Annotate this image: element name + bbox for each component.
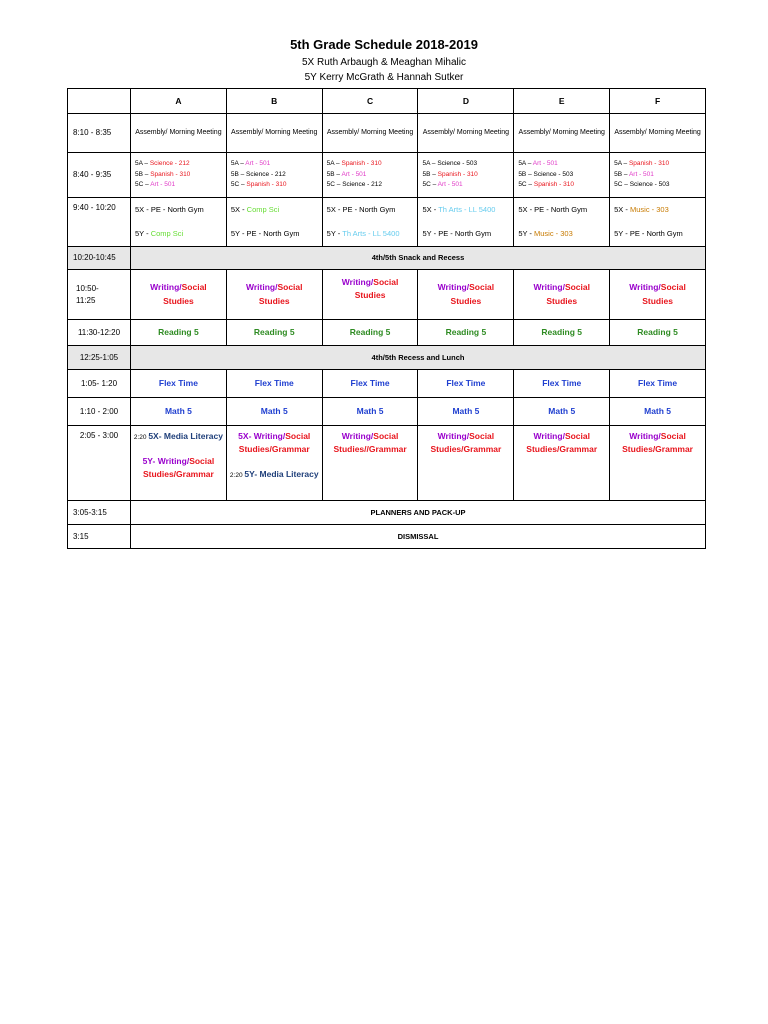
row-planners <box>68 501 706 525</box>
math-cell: Math 5 <box>131 398 227 426</box>
class-code: 5Y - <box>518 229 535 238</box>
writing-cell <box>514 270 610 320</box>
writing-cell <box>322 270 418 320</box>
flex-cell: Flex Time <box>418 370 514 398</box>
class-code: 5A – <box>326 159 342 167</box>
start-time: 2:20 <box>229 472 245 480</box>
pe-line-5y <box>231 222 322 246</box>
pe-line-5y <box>614 222 705 246</box>
writing-label: Writing/ <box>437 431 470 441</box>
pe-line-5x <box>135 198 226 222</box>
specials-line <box>518 159 609 170</box>
specials-line <box>231 159 322 170</box>
pe-line-5x <box>614 198 705 222</box>
row-writing <box>68 270 706 320</box>
writing-label: Writing/ <box>150 282 182 293</box>
schedule-table <box>67 88 706 549</box>
specials-line <box>518 180 609 191</box>
row-last-block <box>68 426 706 501</box>
math-cell: Math 5 <box>610 398 706 426</box>
studies-label: Studies/Grammar <box>430 444 502 455</box>
special-room: Science - 212 <box>246 170 286 178</box>
social-label: Social <box>660 431 686 441</box>
special-room: Art - 501 <box>245 159 271 167</box>
specials-line <box>231 180 322 191</box>
pe-line-5x <box>231 198 322 222</box>
reading-cell: Reading 5 <box>610 320 706 346</box>
class-code: 5Y - <box>135 229 151 238</box>
special-room: Art - 501 <box>150 181 176 189</box>
studies-label: Studies <box>546 295 578 306</box>
header-row <box>68 89 706 114</box>
col-header-b: B <box>226 89 322 114</box>
writing-label: Writing/ <box>341 277 374 287</box>
math-cell: Math 5 <box>418 398 514 426</box>
class-code: 5A – <box>135 159 150 167</box>
activity: Music - 303 <box>629 205 669 214</box>
social-label: Social <box>373 277 399 287</box>
flex-cell: Flex Time <box>610 370 706 398</box>
special-room: Art - 501 <box>532 159 558 167</box>
assembly-cell-c: Assembly/ Morning Meeting <box>322 114 418 153</box>
social-label: Social <box>277 282 303 293</box>
teachers-5x: 5X Ruth Arbaugh & Meaghan Mihalic <box>302 57 466 68</box>
activity: PE - North Gym <box>342 205 396 214</box>
pe-line-5x <box>518 198 609 222</box>
specials-cell <box>514 153 610 198</box>
specials-line <box>135 170 226 181</box>
pe-line-5y <box>135 222 226 246</box>
special-room: Science - 503 <box>629 181 670 189</box>
specials-line <box>135 159 226 170</box>
row-pe <box>68 198 706 247</box>
specials-cell <box>418 153 514 198</box>
social-label: Social <box>469 431 495 441</box>
class-code: 5A – <box>422 159 438 167</box>
pe-line-5x <box>422 198 513 222</box>
reading-cell: Reading 5 <box>226 320 322 346</box>
specials-line <box>614 170 705 181</box>
class-code: 5B – <box>326 170 342 178</box>
col-header-e: E <box>514 89 610 114</box>
social-5y: Social <box>189 456 215 467</box>
class-code: 5C – <box>135 181 151 189</box>
time-cell: 3:15 <box>68 525 131 549</box>
special-room: Spanish - 310 <box>628 159 670 167</box>
special-room: Spanish - 310 <box>533 181 574 189</box>
dismissal-cell: DISMISSAL <box>131 525 706 549</box>
special-room: Spanish - 310 <box>246 181 287 189</box>
last-block-cell-c <box>322 426 418 501</box>
special-room: Art - 501 <box>437 181 463 189</box>
pe-cell <box>322 198 418 247</box>
last-block-cell-e <box>514 426 610 501</box>
writing-label: Writing/ <box>341 431 374 441</box>
writing-label: Writing/ <box>629 282 661 293</box>
time-cell: 9:40 - 10:20 <box>68 198 131 247</box>
studies-label: Studies <box>642 295 673 306</box>
page-title: 5th Grade Schedule 2018-2019 <box>290 37 478 52</box>
writing-label: Writing/ <box>245 282 278 293</box>
special-room: Science - 212 <box>342 181 382 189</box>
time-cell: 1:10 - 2:00 <box>68 398 131 426</box>
special-room: Science - 212 <box>149 159 190 167</box>
time-cell: 12:25-1:05 <box>68 346 131 370</box>
class-code: 5C – <box>422 181 438 189</box>
writing-5y: 5Y- Writing/ <box>142 456 190 467</box>
writing-label: Writing/ <box>437 282 470 293</box>
row-specials <box>68 153 706 198</box>
activity: PE - North Gym <box>438 229 492 238</box>
flex-cell: Flex Time <box>322 370 418 398</box>
activity: Th Arts - LL 5400 <box>438 205 496 214</box>
last-block-cell-b <box>226 426 322 501</box>
social-label: Social <box>564 431 590 441</box>
class-code: 5X - <box>230 205 247 214</box>
class-code: 5B – <box>422 170 438 178</box>
studies-5y: Studies/Grammar <box>142 469 214 480</box>
row-math <box>68 398 706 426</box>
class-code: 5C – <box>518 181 534 189</box>
planners-cell: PLANNERS AND PACK-UP <box>131 501 706 525</box>
studies-label: Studies <box>354 290 386 301</box>
social-label: Social <box>564 282 590 293</box>
studies-label: Studies <box>163 295 194 306</box>
col-header-f: F <box>610 89 706 114</box>
class-code: 5X - <box>422 205 439 214</box>
media-literacy-5x: 5X- Media Literacy <box>148 431 223 441</box>
last-block-cell-a <box>131 426 227 501</box>
time-cell: 11:30-12:20 <box>68 320 131 346</box>
writing-label: Writing/ <box>629 431 661 441</box>
studies-label: Studies <box>450 295 482 306</box>
specials-line <box>327 159 418 170</box>
reading-cell: Reading 5 <box>322 320 418 346</box>
class-code: 5B – <box>614 170 629 178</box>
studies-label: Studies/Grammar <box>622 444 693 455</box>
writing-cell <box>418 270 514 320</box>
pe-line-5x <box>327 198 418 222</box>
class-code: 5B – <box>135 170 151 178</box>
col-header-d: D <box>418 89 514 114</box>
time-cell: 1:05- 1:20 <box>68 370 131 398</box>
pe-cell <box>514 198 610 247</box>
specials-line <box>422 170 513 181</box>
specials-line <box>422 180 513 191</box>
activity: PE - North Gym <box>150 205 204 214</box>
start-time: 2:20 <box>133 434 149 441</box>
social-label: Social <box>181 282 207 293</box>
specials-line <box>135 180 226 191</box>
special-room: Art - 501 <box>341 170 367 178</box>
class-code: 5Y - <box>230 229 247 238</box>
special-room: Art - 501 <box>628 170 654 178</box>
teachers-5y: 5Y Kerry McGrath & Hannah Sutker <box>304 72 464 83</box>
studies-5x: Studies/Grammar <box>238 444 310 455</box>
specials-line <box>518 170 609 181</box>
reading-cell: Reading 5 <box>514 320 610 346</box>
pe-cell <box>131 198 227 247</box>
activity: Comp Sci <box>150 229 184 238</box>
math-cell: Math 5 <box>226 398 322 426</box>
writing-cell <box>226 270 322 320</box>
time-cell: 2:05 - 3:00 <box>68 426 131 501</box>
specials-line <box>231 170 322 181</box>
studies-label: Studies <box>258 295 290 306</box>
specials-line <box>422 159 513 170</box>
writing-label: Writing/ <box>533 431 565 441</box>
time-cell: 10:50- 11:25 <box>68 270 131 320</box>
assembly-cell-b: Assembly/ Morning Meeting <box>226 114 322 153</box>
pe-line-5y <box>518 222 609 246</box>
specials-cell <box>322 153 418 198</box>
class-code: 5Y - <box>422 229 439 238</box>
activity: PE - North Gym <box>629 229 683 238</box>
assembly-cell-a: Assembly/ Morning Meeting <box>131 114 227 153</box>
special-room: Spanish - 310 <box>437 170 478 178</box>
special-room: Science - 503 <box>437 159 478 167</box>
class-code: 5B – <box>230 170 247 178</box>
specials-line <box>614 180 705 191</box>
reading-cell: Reading 5 <box>131 320 227 346</box>
row-flex <box>68 370 706 398</box>
class-code: 5A – <box>518 159 533 167</box>
activity: Th Arts - LL 5400 <box>342 229 400 238</box>
class-code: 5X - <box>135 205 151 214</box>
row-dismissal <box>68 525 706 549</box>
class-code: 5Y - <box>614 229 630 238</box>
specials-line <box>614 159 705 170</box>
social-label: Social <box>373 431 399 441</box>
row-snack <box>68 247 706 270</box>
row-assembly <box>68 114 706 153</box>
specials-cell <box>226 153 322 198</box>
writing-cell <box>131 270 227 320</box>
social-label: Social <box>469 282 495 293</box>
activity: PE - North Gym <box>246 229 300 238</box>
studies-label: Studies/Grammar <box>526 444 598 455</box>
class-code: 5C – <box>230 181 247 189</box>
pe-line-5y <box>422 222 513 246</box>
recess-lunch-cell: 4th/5th Recess and Lunch <box>131 346 706 370</box>
writing-5x: 5X- Writing/ <box>238 431 286 441</box>
class-code: 5X - <box>326 205 343 214</box>
class-code: 5X - <box>614 205 630 214</box>
time-cell: 3:05-3:15 <box>68 501 131 525</box>
snack-recess-cell: 4th/5th Snack and Recess <box>131 247 706 270</box>
pe-cell <box>226 198 322 247</box>
specials-line <box>327 170 418 181</box>
flex-cell: Flex Time <box>226 370 322 398</box>
media-literacy-5y: 5Y- Media Literacy <box>244 469 319 480</box>
time-cell: 8:10 - 8:35 <box>68 114 131 153</box>
class-code: 5B – <box>518 170 534 178</box>
time-cell: 8:40 - 9:35 <box>68 153 131 198</box>
class-code: 5X - <box>518 205 535 214</box>
pe-cell <box>610 198 706 247</box>
activity: PE - North Gym <box>534 205 588 214</box>
class-code: 5A – <box>230 159 246 167</box>
math-cell: Math 5 <box>322 398 418 426</box>
class-code: 5C – <box>614 181 630 189</box>
special-room: Spanish - 310 <box>341 159 382 167</box>
special-room: Spanish - 310 <box>150 170 191 178</box>
last-block-cell-d <box>418 426 514 501</box>
social-label: Social <box>660 282 686 293</box>
class-code: 5C – <box>326 181 343 189</box>
specials-cell <box>610 153 706 198</box>
social-5x: Social <box>285 431 311 441</box>
last-block-cell-f <box>610 426 706 501</box>
reading-cell: Reading 5 <box>418 320 514 346</box>
row-reading <box>68 320 706 346</box>
assembly-cell-e: Assembly/ Morning Meeting <box>514 114 610 153</box>
specials-line <box>327 180 418 191</box>
pe-line-5y <box>327 222 418 246</box>
studies-label: Studies//Grammar <box>333 444 407 455</box>
col-header-c: C <box>322 89 418 114</box>
math-cell: Math 5 <box>514 398 610 426</box>
flex-cell: Flex Time <box>514 370 610 398</box>
class-code: 5A – <box>614 159 629 167</box>
writing-cell <box>610 270 706 320</box>
pe-cell <box>418 198 514 247</box>
specials-cell <box>131 153 227 198</box>
special-room: Science - 503 <box>533 170 574 178</box>
row-lunch <box>68 346 706 370</box>
col-header-a: A <box>131 89 227 114</box>
activity: Comp Sci <box>246 205 280 214</box>
class-code: 5Y - <box>326 229 343 238</box>
corner-cell <box>68 89 131 114</box>
assembly-cell-f: Assembly/ Morning Meeting <box>610 114 706 153</box>
flex-cell: Flex Time <box>131 370 227 398</box>
time-cell: 10:20-10:45 <box>68 247 131 270</box>
writing-label: Writing/ <box>533 282 565 293</box>
activity: Music - 303 <box>534 229 573 238</box>
assembly-cell-d: Assembly/ Morning Meeting <box>418 114 514 153</box>
